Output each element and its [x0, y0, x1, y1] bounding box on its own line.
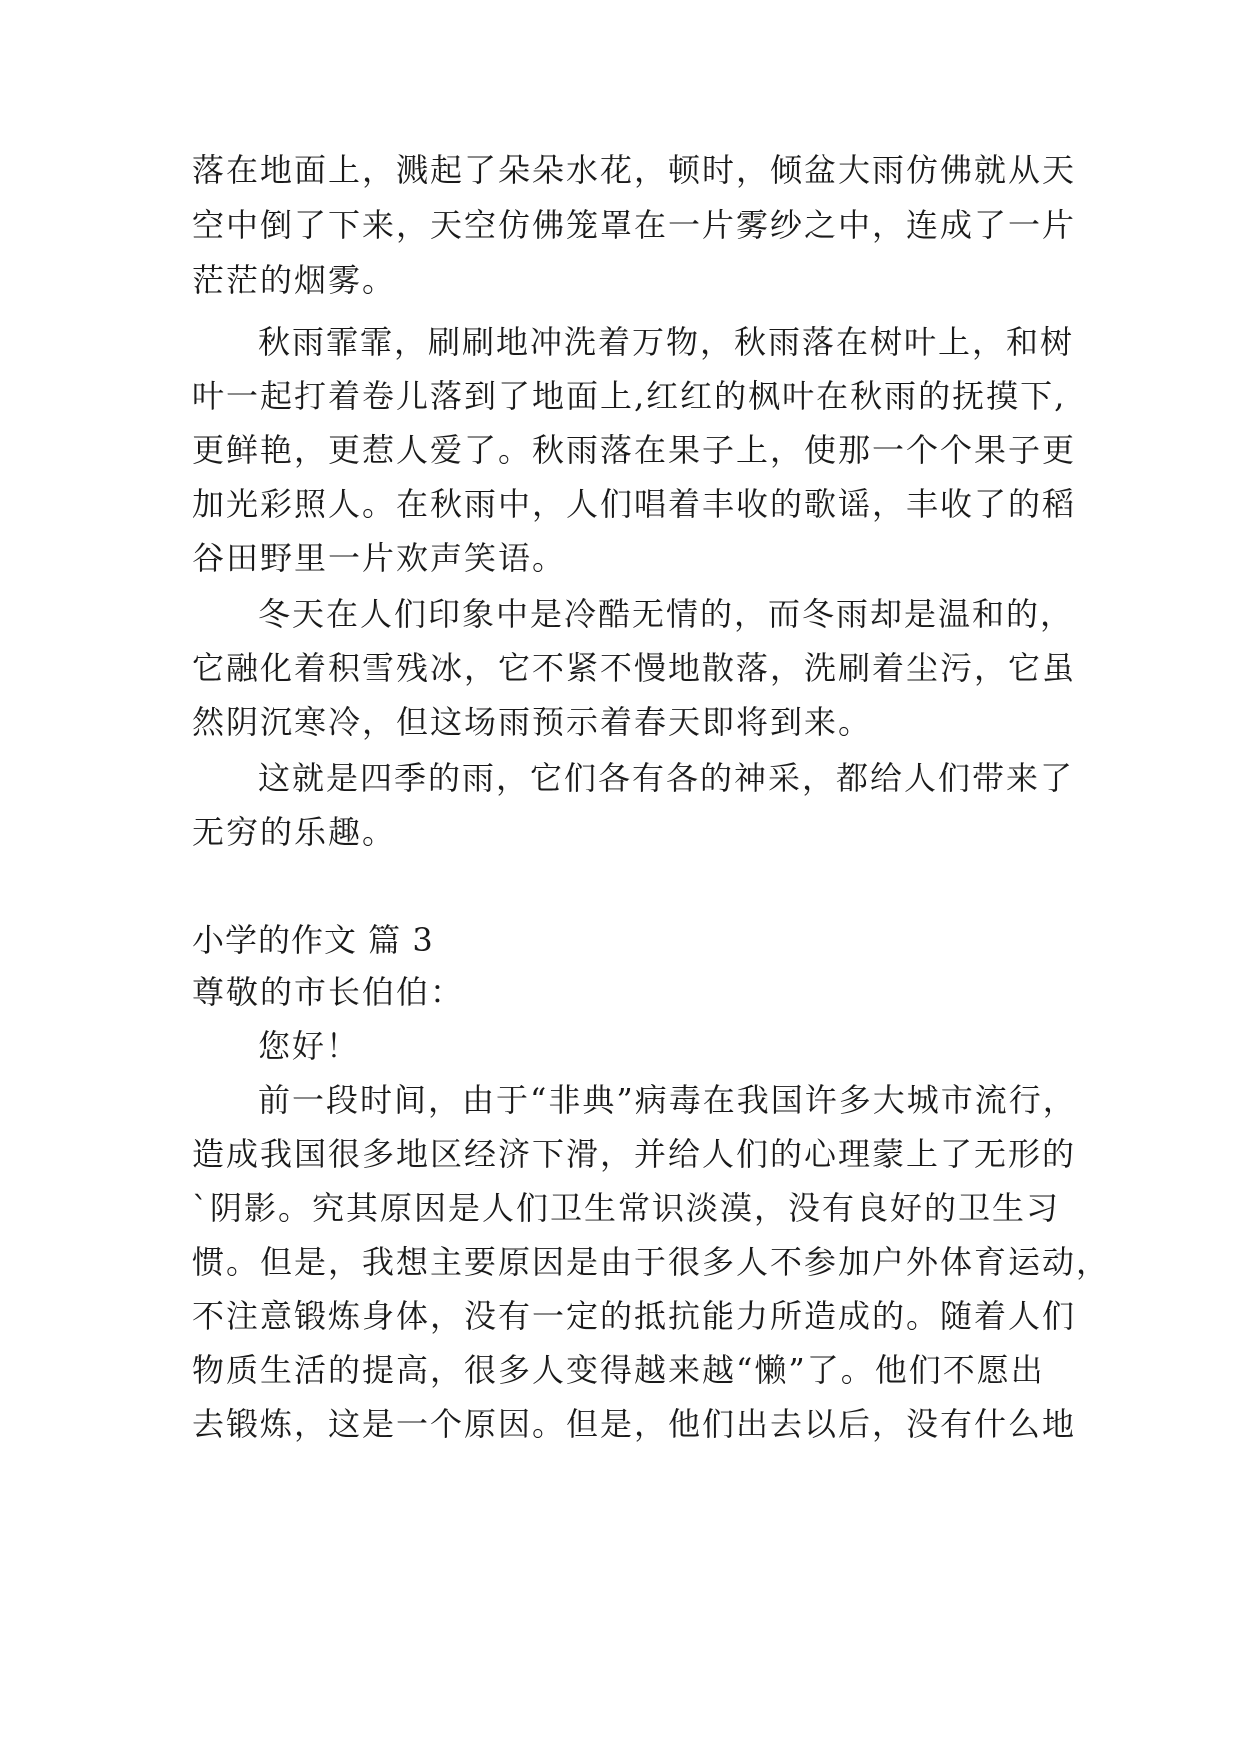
text-line: 茫茫的烟雾。: [192, 261, 397, 299]
paragraph-start: 前一段时间，由于“非典”病毒在我国许多大城市流行，: [258, 1081, 1077, 1119]
text-line: 造成我国很多地区经济下滑，并给人们的心理蒙上了无形的: [192, 1135, 1077, 1173]
letter-salutation: 尊敬的市长伯伯：: [192, 973, 465, 1011]
text-line: 物质生活的提高，很多人变得越来越“懒”了。他们不愿出: [192, 1351, 1045, 1389]
text-line: 惯。但是，我想主要原因是由于很多人不参加户外体育运动，: [192, 1243, 1111, 1281]
paragraph-start: 秋雨霏霏，刷刷地冲洗着万物，秋雨落在树叶上，和树: [258, 323, 1075, 361]
text-line: 不注意锻炼身体，没有一定的抵抗能力所造成的。随着人们: [192, 1297, 1077, 1335]
text-line: 去锻炼，这是一个原因。但是，他们出去以后，没有什么地: [192, 1405, 1077, 1443]
text-line: 然阴沉寒冷，但这场雨预示着春天即将到来。: [192, 703, 873, 741]
text-line: 无穷的乐趣。: [192, 813, 397, 851]
text-line: 加光彩照人。在秋雨中，人们唱着丰收的歌谣，丰收了的稻: [192, 485, 1077, 523]
text-line: 叶一起打着卷儿落到了地面上,红红的枫叶在秋雨的抚摸下,: [192, 377, 1067, 415]
text-line: 空中倒了下来，天空仿佛笼罩在一片雾纱之中，连成了一片: [192, 206, 1077, 244]
paragraph-start: 冬天在人们印象中是冷酷无情的，而冬雨却是温和的，: [258, 595, 1075, 633]
text-line: 它融化着积雪残冰，它不紧不慢地散落，洗刷着尘污，它虽: [192, 649, 1077, 687]
greeting: 您好！: [258, 1027, 361, 1065]
paragraph-start: 这就是四季的雨，它们各有各的神采，都给人们带来了: [258, 759, 1075, 797]
section-heading: 小学的作文 篇 3: [192, 921, 434, 959]
text-line: 更鲜艳，更惹人爱了。秋雨落在果子上，使那一个个果子更: [192, 431, 1077, 469]
text-line: `阴影。究其原因是人们卫生常识淡漠，没有良好的卫生习: [192, 1189, 1061, 1227]
text-line: 落在地面上，溅起了朵朵水花，顿时，倾盆大雨仿佛就从天: [192, 151, 1077, 189]
text-line: 谷田野里一片欢声笑语。: [192, 539, 567, 577]
